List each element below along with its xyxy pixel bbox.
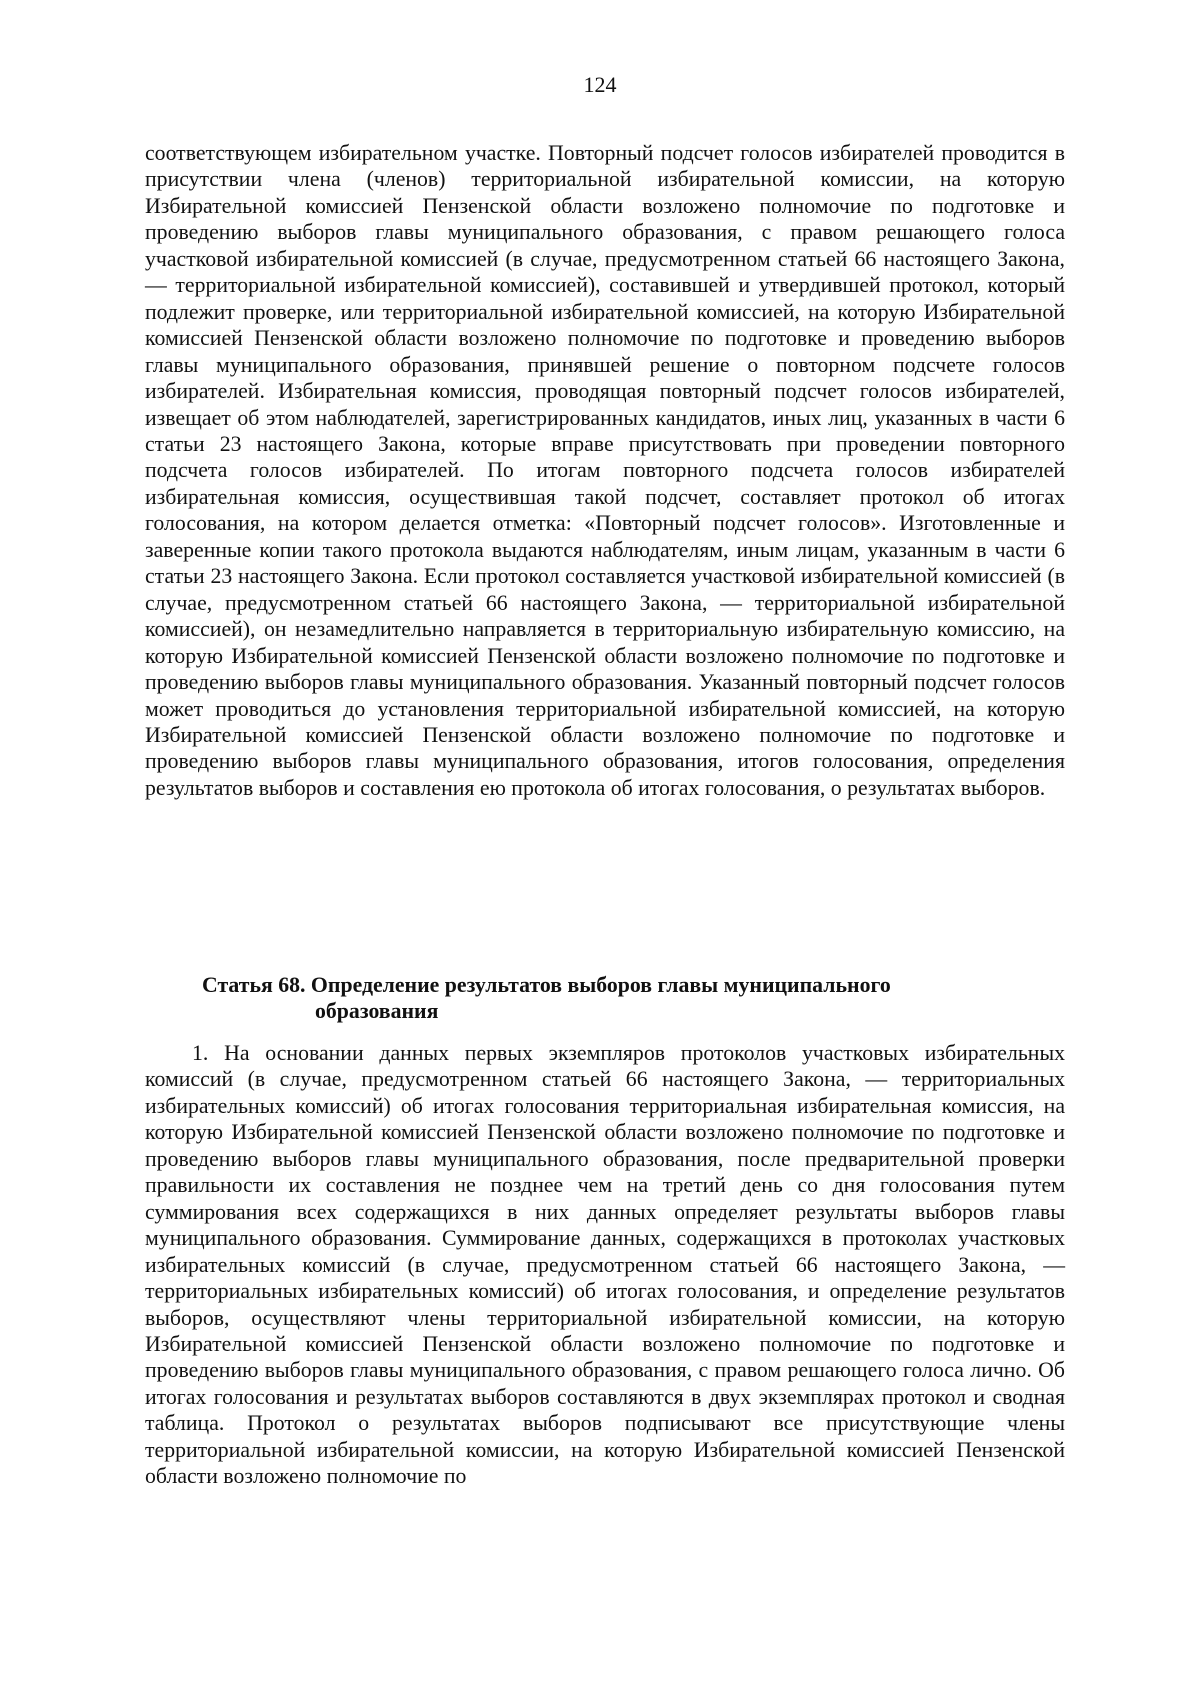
article-heading-line-1: Статья 68. Определение результатов выборов главы муниципального — [202, 973, 891, 997]
paragraph-1: 1. На основании данных первых экземпляров протоколов участковых избирательных комиссий (в случае, предусмотренном статьей 66 настоящего Закона, — территориальных избирательных комиссий) об итогах голосования территориальная избирательная комиссия, на которую Избирательной комиссией Пензенской области возложено полномочие по подготовке и проведению выборов главы муниципального образования, после предварительной проверки правильности их составления не позднее чем на третий день со дня голосования путем суммирования всех содержащихся в них данных определяет результаты выборов главы муниципального образования. Суммирование данных, содержащихся в протоколах участковых избирательных комиссий (в случае, предусмотренном статьей 66 настоящего Закона, — территориальных избирательных комиссий) об итогах голосования, и определение результатов выборов, осуществляют члены территориальной избирательной комиссии, на которую Избирательной комиссией Пензенской области возложено полномочие по подготовке и проведению выборов главы муниципального образования, с правом решающего голоса лично. Об итогах голосования и результатах выборов составляются в двух экземплярах протокол и сводная таблица. Протокол о результатах выборов подписывают все присутствующие члены территориальной избирательной комиссии, на которую Избирательной комиссией Пензенской области возложено полномочие по — [145, 1041, 1065, 1489]
article-heading — [145, 972, 1065, 1024]
article-heading-line-2: образования — [315, 999, 439, 1023]
continuation-paragraph: соответствующем избирательном участке. Повторный подсчет голосов избирателей проводится в присутствии члена (членов) территориальной избирательной комиссии, на которую Избирательной комиссией Пензенской области возложено полномочие по подготовке и проведению выборов главы муниципального образования, с правом решающего голоса участковой избирательной комиссией (в случае, предусмотренном статьей 66 настоящего Закона, — территориальной избирательной комиссией), составившей и утвердившей протокол, который подлежит проверке, или территориальной избирательной комиссией, на которую Избирательной комиссией Пензенской области возложено полномочие по подготовке и проведению выборов главы муниципального образования, принявшей решение о повторном подсчете голосов избирателей. Избирательная комиссия, проводящая повторный подсчет голосов избирателей, извещает об этом наблюдателей, зарегистрированных кандидатов, иных лиц, указанных в части 6 статьи 23 настоящего Закона, которые вправе присутствовать при проведении повторного подсчета голосов избирателей. По итогам повторного подсчета голосов избирателей избирательная комиссия, осуществившая такой подсчет, составляет протокол об итогах голосования, на котором делается отметка: «Повторный подсчет голосов». Изготовленные и заверенные копии такого протокола выдаются наблюдателям, иным лицам, указанным в части 6 статьи 23 настоящего Закона. Если протокол составляется участковой избирательной комиссией (в случае, предусмотренном статьей 66 настоящего Закона, — территориальной избирательной комиссией), он незамедлительно направляется в территориальную избирательную комиссию, на которую Избирательной комиссией Пензенской области возложено полномочие по подготовке и проведению выборов главы муниципального образования. Указанный повторный подсчет голосов может проводиться до установления территориальной избирательной комиссией, на которую Избирательной комиссией Пензенской области возложено полномочие по подготовке и проведению выборов главы муниципального образования, итогов голосования, определения результатов выборов и составления ею протокола об итогах голосования, о результатах выборов. — [145, 141, 1065, 800]
page-number: 124 — [583, 72, 617, 97]
